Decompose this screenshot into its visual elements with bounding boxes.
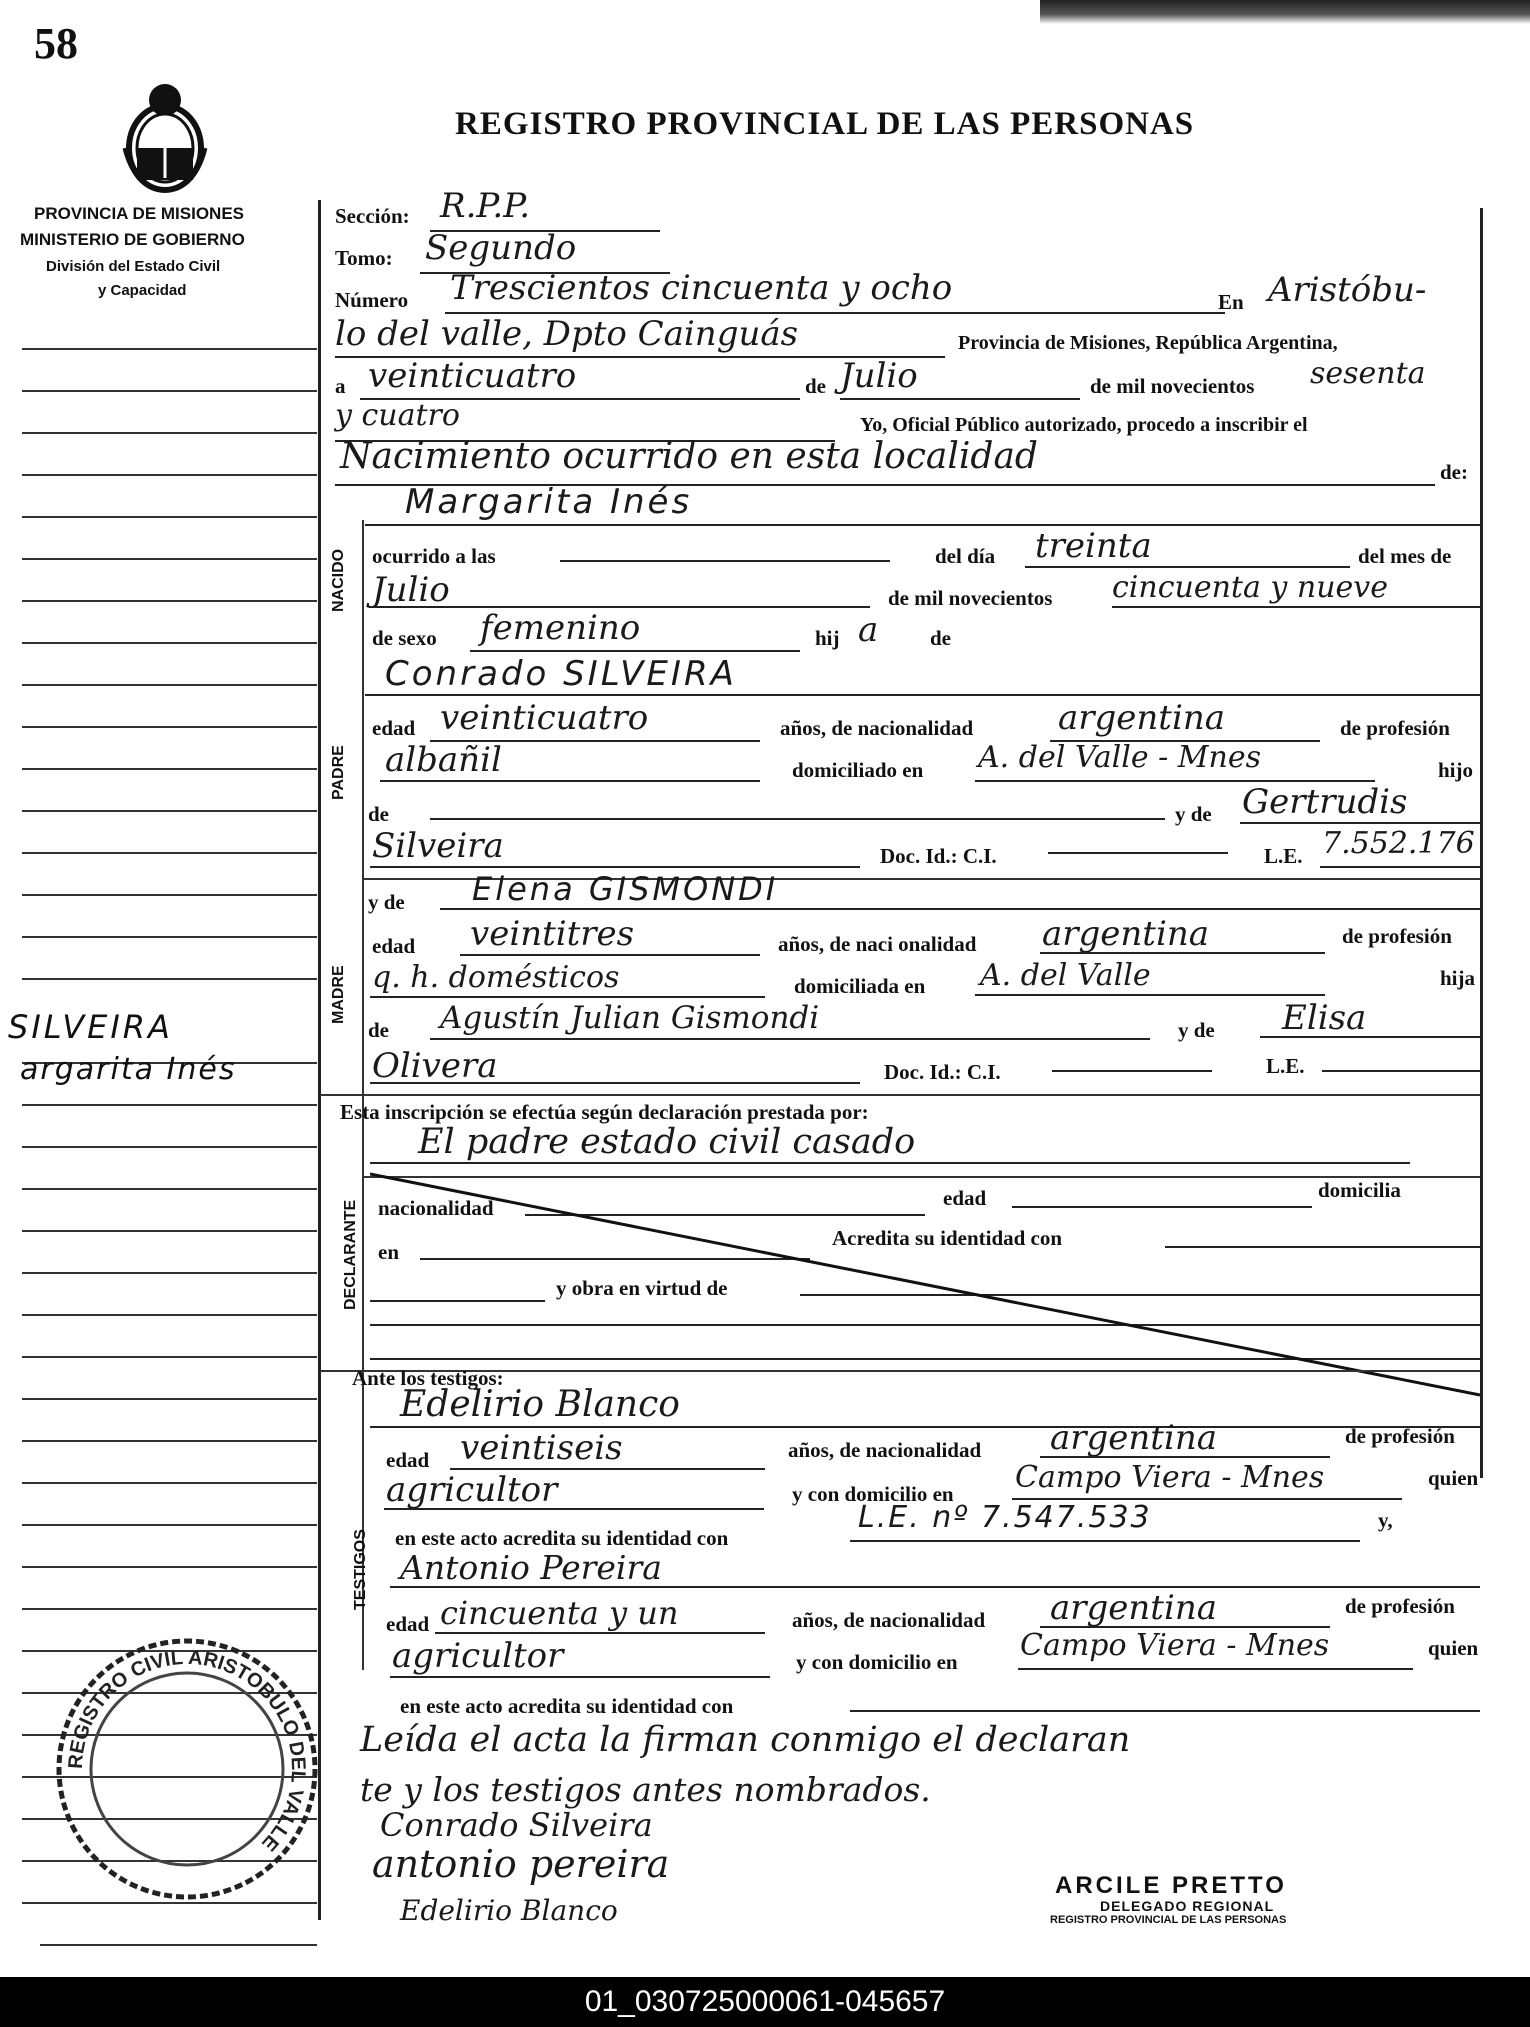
sex-value: femenino bbox=[480, 608, 641, 648]
en-label: En bbox=[1218, 290, 1244, 314]
official-stamp-title: DELEGADO REGIONAL bbox=[1100, 1898, 1275, 1914]
reg-month-value: Julio bbox=[840, 356, 918, 396]
side-label-madre: MADRE bbox=[330, 965, 347, 1024]
seccion-value: R.P.P. bbox=[440, 186, 530, 226]
margin-given-name: argarita Inés bbox=[20, 1052, 237, 1087]
numero-label: Número bbox=[335, 288, 409, 312]
witness1-domicile-value: Campo Viera - Mnes bbox=[1015, 1460, 1325, 1495]
provincia-label: Provincia de Misiones, República Argentina, bbox=[958, 332, 1338, 354]
birth-day-value: treinta bbox=[1035, 526, 1152, 566]
signature-witness1: Edelirio Blanco bbox=[400, 1894, 618, 1927]
domiciliada-label: domiciliada en bbox=[794, 974, 926, 998]
reg-year-value-1: sesenta bbox=[1310, 356, 1426, 391]
province-label: PROVINCIA DE MISIONES bbox=[34, 204, 245, 223]
signature-declarant: Conrado Silveira bbox=[380, 1806, 653, 1844]
mother-age-value: veintitres bbox=[470, 914, 635, 954]
witness2-profesion-label: de profesión bbox=[1345, 1594, 1455, 1618]
mother-profession-value: q. h. domésticos bbox=[372, 960, 620, 995]
father-age-value: veinticuatro bbox=[440, 698, 649, 738]
y-de-label: y de bbox=[1175, 802, 1212, 826]
scan-edge bbox=[1040, 0, 1530, 24]
paternal-grandmother-value-2: Silveira bbox=[372, 826, 504, 866]
coat-of-arms-icon bbox=[115, 78, 215, 193]
margin-surname: SILVEIRA bbox=[8, 1008, 173, 1046]
de-mil-nov-label-2: de mil novecientos bbox=[888, 586, 1053, 610]
seccion-label: Sección: bbox=[335, 204, 410, 228]
sexo-label: de sexo bbox=[372, 626, 437, 650]
maternal-grandmother-value-1: Elisa bbox=[1282, 998, 1367, 1038]
civil-registry-seal bbox=[52, 1634, 322, 1904]
mother-name-value: Elena GISMONDI bbox=[472, 870, 779, 908]
official-stamp-office: REGISTRO PROVINCIAL DE LAS PERSONAS bbox=[1050, 1914, 1287, 1926]
y-de-madre-2-label: y de bbox=[1178, 1018, 1215, 1042]
side-label-padre: PADRE bbox=[330, 745, 347, 800]
de-mil-novecientos-label: de mil novecientos bbox=[1090, 374, 1255, 398]
hij-suffix-value: a bbox=[858, 610, 879, 650]
edad-d-label: edad bbox=[943, 1186, 987, 1210]
father-domicile-value: A. del Valle - Mnes bbox=[978, 740, 1261, 775]
father-profession-value: albañil bbox=[385, 740, 502, 780]
witness1-profession-value: agricultor bbox=[386, 1470, 558, 1510]
witness2-edad-label: edad bbox=[386, 1612, 430, 1636]
de-label-1: de bbox=[805, 374, 826, 398]
ante-testigos-label: Ante los testigos: bbox=[352, 1366, 504, 1390]
witness2-profession-value: agricultor bbox=[392, 1636, 564, 1676]
witness2-nationality-value: argentina bbox=[1050, 1588, 1218, 1628]
en-value-2: lo del valle, Dpto Cainguás bbox=[335, 314, 799, 354]
mother-edad-label: edad bbox=[372, 934, 416, 958]
child-name-value: Margarita Inés bbox=[405, 482, 693, 522]
doc-id-madre-label: Doc. Id.: C.I. bbox=[884, 1060, 1001, 1084]
tomo-value: Segundo bbox=[425, 228, 577, 268]
en-value-1: Aristóbu- bbox=[1268, 270, 1427, 310]
birth-year-value: cincuenta y nueve bbox=[1112, 570, 1388, 605]
a-label: a bbox=[335, 374, 346, 398]
del-mes-label: del mes de bbox=[1358, 544, 1452, 568]
father-nac-label: años, de nacionalidad bbox=[780, 716, 974, 740]
maternal-grandfather-value: Agustín Julian Gismondi bbox=[440, 1000, 820, 1036]
witness2-acredita-label: en este acto acredita su identidad con bbox=[400, 1694, 734, 1718]
obra-d-label: y obra en virtud de bbox=[556, 1276, 728, 1300]
hij-label: hij bbox=[815, 626, 840, 650]
father-edad-label: edad bbox=[372, 716, 416, 740]
hija-label: hija bbox=[1440, 966, 1476, 990]
signature-witness2: antonio pereira bbox=[372, 1842, 670, 1886]
document-title: REGISTRO PROVINCIAL DE LAS PERSONAS bbox=[455, 106, 1195, 142]
paternal-grandmother-value-1: Gertrudis bbox=[1242, 782, 1408, 822]
side-label-nacido: NACIDO bbox=[330, 548, 347, 612]
witness1-nationality-value: argentina bbox=[1050, 1418, 1218, 1458]
witness1-domicilio-label: y con domicilio en bbox=[792, 1482, 954, 1506]
y-de-madre-label: y de bbox=[368, 890, 405, 914]
official-stamp-name: ARCILE PRETTO bbox=[1055, 1872, 1287, 1899]
page-number: 58 bbox=[34, 19, 78, 68]
le-madre-label: L.E. bbox=[1266, 1054, 1305, 1078]
ocurrido-label: ocurrido a las bbox=[372, 544, 496, 568]
witness2-domicile-value: Campo Viera - Mnes bbox=[1020, 1628, 1330, 1663]
svg-text:REGISTRO CIVIL ARISTOBULO DEL: REGISTRO CIVIL ARISTOBULO DEL VALLE bbox=[64, 1646, 310, 1856]
division-label-1: División del Estado Civil bbox=[46, 258, 221, 275]
witness2-domicilio-label: y con domicilio en bbox=[796, 1650, 958, 1674]
ministry-label: MINISTERIO DE GOBIERNO bbox=[20, 230, 245, 249]
witness1-name-value: Edelirio Blanco bbox=[400, 1384, 680, 1425]
father-profesion-label: de profesión bbox=[1340, 716, 1450, 740]
division-label-2: y Capacidad bbox=[98, 282, 187, 299]
witness2-quien-label: quien bbox=[1428, 1636, 1479, 1660]
hijo-label: hijo bbox=[1438, 758, 1474, 782]
doc-id-label: Doc. Id.: C.I. bbox=[880, 844, 997, 868]
witness1-quien-label: quien bbox=[1428, 1466, 1479, 1490]
maternal-grandmother-value-2: Olivera bbox=[372, 1046, 498, 1086]
del-dia-label: del día bbox=[935, 544, 996, 568]
mother-domicile-value: A. del Valle bbox=[980, 958, 1151, 993]
witness1-acredita-label: en este acto acredita su identidad con bbox=[395, 1526, 729, 1550]
father-name-value: Conrado SILVEIRA bbox=[385, 654, 737, 694]
footer-code: 01_030725000061-045657 bbox=[0, 1977, 1530, 2027]
domiciliado-label: domiciliado en bbox=[792, 758, 924, 782]
witness1-profesion-label: de profesión bbox=[1345, 1424, 1455, 1448]
closing-line-1: Leída el acta la firman conmigo el declaran bbox=[360, 1720, 1131, 1760]
declarant-value: El padre estado civil casado bbox=[418, 1122, 916, 1162]
event-value: Nacimiento ocurrido en esta localidad bbox=[340, 436, 1038, 477]
de-label-4: de bbox=[368, 1018, 389, 1042]
witness1-edad-label: edad bbox=[386, 1448, 430, 1472]
de-label-3: de bbox=[368, 802, 389, 826]
le-label: L.E. bbox=[1264, 844, 1303, 868]
numero-value: Trescientos cincuenta y ocho bbox=[450, 268, 953, 308]
tomo-label: Tomo: bbox=[335, 246, 393, 270]
mother-nac-label: años, de naci onalidad bbox=[778, 932, 977, 956]
mother-profesion-label: de profesión bbox=[1342, 924, 1452, 948]
mother-nationality-value: argentina bbox=[1042, 914, 1210, 954]
side-label-declarante: DECLARANTE bbox=[342, 1199, 359, 1310]
witness1-y-label: y, bbox=[1378, 1508, 1393, 1532]
witness2-name-value: Antonio Pereira bbox=[400, 1548, 662, 1587]
father-nationality-value: argentina bbox=[1058, 698, 1226, 738]
closing-line-2: te y los testigos antes nombrados. bbox=[360, 1770, 931, 1809]
witness1-nac-label: años, de nacionalidad bbox=[788, 1438, 982, 1462]
witness1-doc-value: L.E. nº 7.547.533 bbox=[858, 1500, 1152, 1535]
cancel-stroke bbox=[370, 1170, 1490, 1410]
nacionalidad-d-label: nacionalidad bbox=[378, 1196, 494, 1220]
witness2-nac-label: años, de nacionalidad bbox=[792, 1608, 986, 1632]
reg-year-value-2: y cuatro bbox=[335, 398, 460, 433]
witness2-age-value: cincuenta y un bbox=[440, 1594, 679, 1632]
side-label-testigos: TESTIGOS bbox=[352, 1529, 369, 1610]
witness1-age-value: veintiseis bbox=[460, 1428, 623, 1468]
reg-day-value: veinticuatro bbox=[368, 356, 577, 396]
en-d-label: en bbox=[378, 1240, 399, 1264]
birth-month-value: Julio bbox=[372, 570, 450, 610]
father-le-value: 7.552.176 bbox=[1322, 826, 1475, 861]
de-label-2: de bbox=[930, 626, 951, 650]
acredita-d-label: Acredita su identidad con bbox=[832, 1226, 1063, 1250]
de-colon-label: de: bbox=[1440, 460, 1468, 484]
domicilia-d-label: domicilia bbox=[1318, 1178, 1401, 1202]
inscripcion-label: Esta inscripción se efectúa según declaración prestada por: bbox=[340, 1100, 869, 1124]
yo-oficial-label: Yo, Oficial Público autorizado, procedo a inscribir el bbox=[860, 414, 1308, 436]
